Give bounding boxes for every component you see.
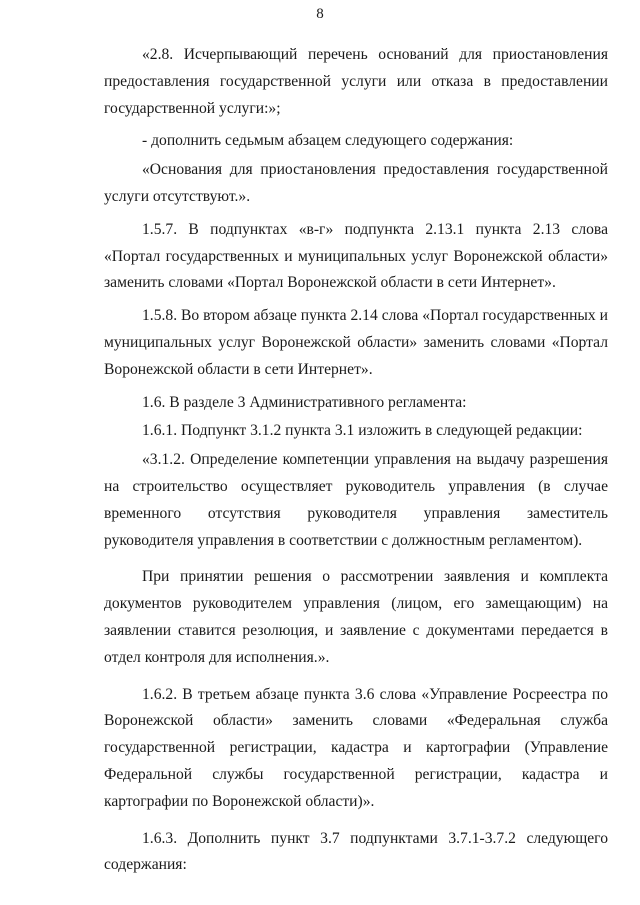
paragraph-1-6-3: 1.6.3. Дополнить пункт 3.7 подпунктами 3.7.1-3.7.2 следующего содержания: xyxy=(104,829,608,874)
paragraph-add-seventh: - дополнить седьмым абзацем следующего содержания: xyxy=(142,132,514,150)
document-body xyxy=(104,42,608,885)
page-number: 8 xyxy=(316,6,324,22)
paragraph-resolution: При принятии решения о рассмотрении заявления и комплекта документов руководителем управления (лицом, его замещающим) на заявлении ставится резолюция, и заявление с документами передается в отдел контроля для исполнения.». xyxy=(104,568,608,666)
paragraph-1-5-7: 1.5.7. В подпунктах «в-г» подпункта 2.13.1 пункта 2.13 слова «Портал государственных и муниципальных услуг Воронежской области» заменить словами «Портал Воронежской области в сети Интернет». xyxy=(104,220,608,292)
paragraph-1-5-8: 1.5.8. Во втором абзаце пункта 2.14 слова «Портал государственных и муниципальных услуг Воронежской области» заменить словами «Портал Воронежской области в сети Интернет». xyxy=(104,307,608,378)
paragraph-1-6: 1.6. В разделе 3 Административного регламента: xyxy=(142,393,467,411)
paragraph-3-1-2: «3.1.2. Определение компетенции управления на выдачу разрешения на строительство осуществляет руководитель управления (в случае временного отсутствия руководителя управления заместитель руководителя управления в соответствии с должностным регламентом). xyxy=(104,451,608,549)
paragraph-1-6-1: 1.6.1. Подпункт 3.1.2 пункта 3.1 изложить в следующей редакции: xyxy=(142,422,583,440)
paragraph-2-8: «2.8. Исчерпывающий перечень оснований для приостановления предоставления государственной услуги или отказа в предоставлении государственной услуги:»; xyxy=(104,46,608,117)
paragraph-1-6-2: 1.6.2. В третьем абзаце пункта 3.6 слова «Управление Росреестра по Воронежской области» заменить словами «Федеральная служба государственной регистрации, кадастра и картографии (Управление Федеральной службы государственной регистрации, кадастра и картографии по Воронежской области)». xyxy=(104,685,608,810)
paragraph-grounds-absent: «Основания для приостановления предоставления государственной услуги отсутствуют.». xyxy=(104,161,608,205)
